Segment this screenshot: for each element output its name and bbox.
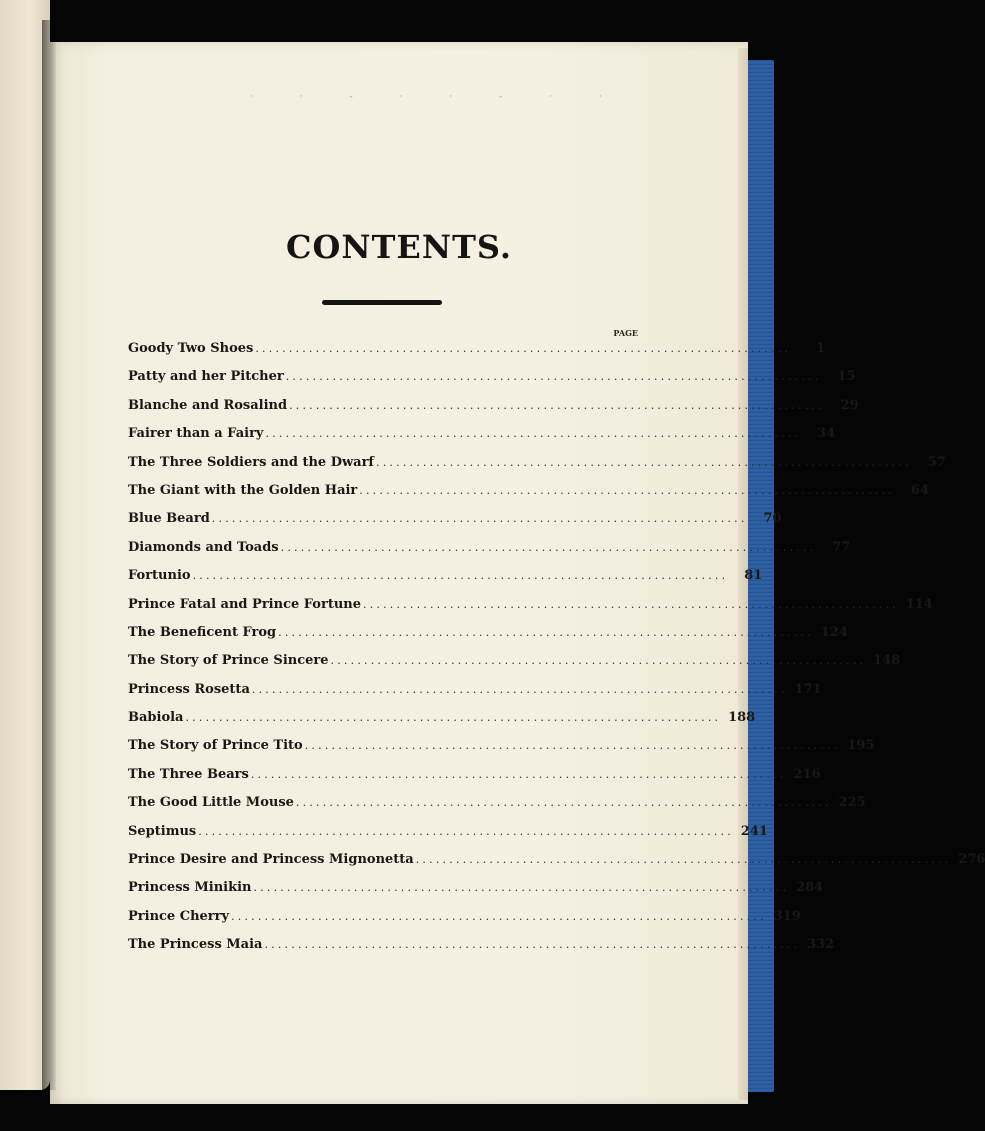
toc-entry	[128, 511, 782, 539]
title-rule	[322, 300, 442, 305]
toc-entry-title: Diamonds and Toads	[128, 539, 279, 555]
toc-entry	[128, 880, 824, 908]
toc-entry	[128, 426, 836, 454]
toc-entry	[128, 482, 930, 511]
toc-entry	[128, 568, 763, 596]
page-title: CONTENTS.	[286, 228, 512, 266]
toc-entry	[128, 539, 851, 568]
gutter-shadow	[42, 20, 56, 1090]
toc-entry-page: 332	[807, 937, 835, 953]
toc-entry-title: Goody Two Shoes	[128, 341, 254, 356]
toc-entry-page: 81	[744, 568, 763, 584]
toc-entry-title: Septimus	[128, 823, 197, 839]
ink-smudges: · · - · · - · ·	[250, 92, 624, 102]
toc-entry-page: 114	[905, 596, 933, 612]
dot-leader: ................................................................................	[192, 569, 729, 583]
toc-entry	[128, 454, 946, 483]
dot-leader: ................................................................................	[264, 938, 801, 952]
toc-entry-title: Prince Desire and Princess Mignonetta	[128, 852, 414, 868]
page-column-label: PAGE	[613, 328, 638, 338]
dot-leader: ................................................................................	[253, 881, 790, 895]
toc-entry	[128, 908, 801, 937]
toc-entry-title: Prince Fatal and Prince Fortune	[128, 596, 361, 612]
toc-entry-page: 225	[838, 795, 866, 811]
dot-leader: ................................................................................	[251, 682, 788, 696]
toc-entry-page: 319	[773, 908, 801, 924]
toc-entry-page: 34	[817, 426, 836, 442]
toc-entry-page: 124	[820, 624, 848, 640]
toc-entry-title: The Story of Prince Sincere	[128, 653, 329, 669]
toc-entry	[128, 397, 859, 426]
toc-entry	[128, 738, 875, 766]
toc-entry-title: Blanche and Rosalind	[128, 397, 288, 413]
dot-leader: ................................................................................	[211, 512, 748, 526]
dot-leader: ................................................................................	[304, 739, 841, 753]
toc-entry-page: 64	[910, 482, 930, 498]
toc-entry-title: The Three Soldiers and the Dwarf	[128, 454, 375, 470]
toc-entry-title: Blue Beard	[128, 511, 210, 527]
toc-entry-page: 29	[840, 397, 859, 413]
toc-entry-page: 171	[794, 681, 822, 697]
dot-leader: ................................................................................	[415, 853, 952, 867]
toc-entry-page: 241	[740, 823, 768, 839]
toc-entry	[128, 369, 856, 397]
dot-leader: ................................................................................	[289, 398, 825, 412]
toc-entry	[128, 341, 826, 369]
toc-entry-page: 216	[793, 766, 821, 782]
toc-entry-page: 70	[763, 511, 782, 527]
toc-entry	[128, 710, 756, 738]
toc-entry-page: 77	[832, 539, 851, 555]
toc-entry	[128, 852, 985, 880]
toc-entry-page: 15	[837, 369, 856, 385]
toc-entry	[128, 795, 866, 823]
toc-entry-title: The Three Bears	[128, 766, 249, 782]
toc-entry-page: 148	[873, 653, 901, 669]
toc-entry	[128, 681, 822, 710]
dot-leader: ................................................................................	[231, 909, 767, 923]
toc-entry-title: Patty and her Pitcher	[128, 369, 284, 385]
dot-leader: ................................................................................	[278, 625, 814, 639]
toc-entry-page: 276	[958, 852, 985, 868]
dot-leader: ................................................................................	[376, 455, 912, 469]
dot-leader: ................................................................................	[198, 824, 734, 838]
dot-leader: ................................................................................	[330, 654, 867, 668]
dot-leader: ................................................................................	[363, 597, 899, 611]
toc-entry-page: 284	[796, 880, 824, 896]
toc-entry	[128, 624, 848, 653]
toc-entry-title: Fortunio	[128, 568, 191, 584]
dot-leader: ................................................................................	[185, 711, 722, 725]
dot-leader: ................................................................................	[255, 342, 792, 355]
toc-entry-page: 195	[847, 738, 875, 754]
dot-leader: ................................................................................	[250, 767, 787, 781]
toc-entry-title: The Good Little Mouse	[128, 795, 294, 811]
toc-entry-title: Princess Minikin	[128, 880, 252, 896]
toc-entry-title: The Giant with the Golden Hair	[128, 482, 358, 498]
toc-entry-title: Prince Cherry	[128, 908, 230, 924]
dot-leader: ................................................................................	[265, 427, 802, 441]
dot-leader: ................................................................................	[285, 370, 822, 384]
dot-leader: ................................................................................	[359, 483, 896, 497]
contents-list	[128, 341, 985, 966]
toc-entry-title: Princess Rosetta	[128, 681, 250, 697]
toc-entry	[128, 653, 901, 681]
toc-entry-page: 188	[728, 710, 756, 726]
toc-entry-title: Fairer than a Fairy	[128, 426, 264, 442]
toc-entry-page: 57	[927, 454, 946, 470]
toc-entry	[128, 766, 821, 795]
dot-leader: ................................................................................	[280, 540, 817, 554]
toc-entry-title: The Princess Maia	[128, 937, 263, 953]
toc-entry	[128, 823, 768, 852]
toc-entry-page: 1	[816, 341, 826, 356]
dot-leader: ................................................................................	[295, 796, 832, 810]
toc-entry	[128, 596, 933, 625]
toc-entry-title: The Beneficent Frog	[128, 624, 277, 640]
toc-entry-title: The Story of Prince Tito	[128, 738, 303, 754]
toc-entry-title: Babiola	[128, 710, 184, 726]
toc-entry	[128, 937, 835, 965]
